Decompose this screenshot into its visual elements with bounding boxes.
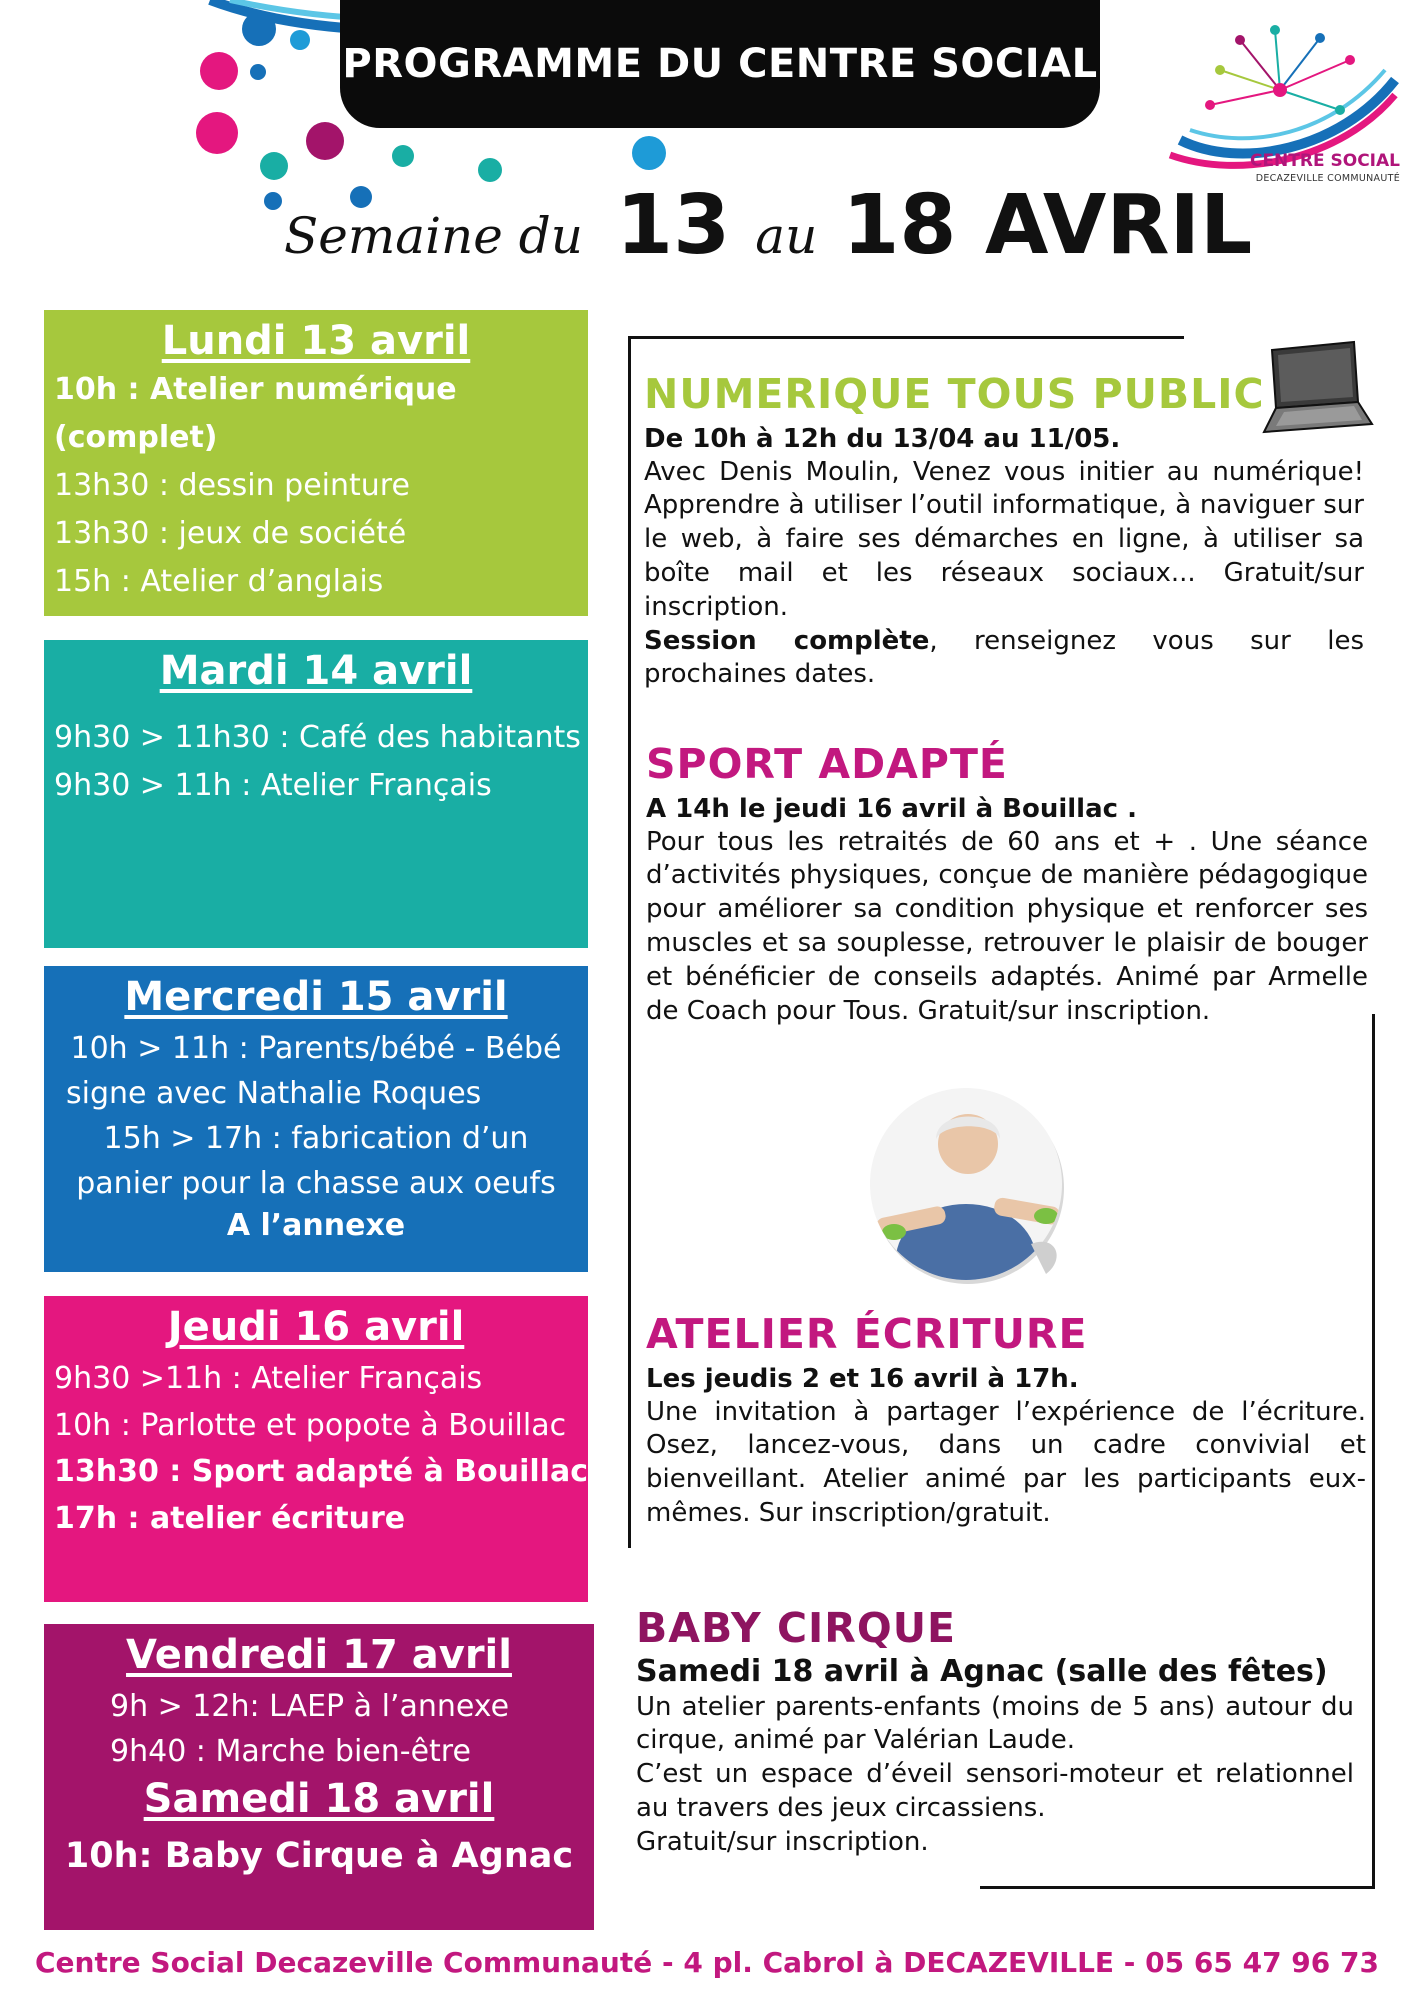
senior-exercising-photo (866, 1084, 1076, 1284)
section-title: SPORT ADAPTÉ (646, 740, 1008, 788)
day-line: 10h : Parlotte et popote à Bouillac (54, 1407, 567, 1443)
section-subtitle: Les jeudis 2 et 16 avril à 17h. (646, 1364, 1079, 1395)
page-title: PROGRAMME DU CENTRE SOCIAL (342, 41, 1098, 87)
section-title: NUMERIQUE TOUS PUBLIC (644, 370, 1265, 418)
week-heading (284, 178, 1284, 288)
day-line: panier pour la chasse aux oeufs (76, 1166, 556, 1201)
day-box-lundi (44, 310, 588, 616)
decorative-dot (242, 12, 276, 46)
section-body: Une invitation à partager l’expérience de l’écriture. Osez, lancez-vous, dans un cadre convivial et bienveillant. Atelier animé par les participants eux-mêmes. Sur inscription/gratuit. (646, 1396, 1366, 1528)
decorative-dot (200, 52, 238, 90)
title-banner (340, 0, 1100, 128)
day-line: (complet) (54, 420, 218, 455)
decorative-dot (392, 145, 414, 167)
day-line: 9h30 > 11h30 : Café des habitants (54, 720, 581, 755)
day-title: Jeudi 16 avril (167, 1304, 465, 1350)
frame-line (628, 336, 631, 1548)
day-line: 13h30 : dessin peinture (54, 468, 410, 503)
note-rest: , renseignez vous sur les prochaines dates. (644, 625, 1365, 690)
logo-name: CENTRE SOCIAL (1249, 151, 1400, 171)
day-line: 15h > 17h : fabrication d’un (103, 1121, 529, 1156)
section-title: ATELIER ÉCRITURE (646, 1310, 1088, 1358)
decorative-dot (250, 64, 266, 80)
frame-line (628, 336, 1184, 339)
logo-subtitle: DECAZEVILLE COMMUNAUTÉ (1255, 173, 1400, 184)
day-line: 9h30 >11h : Atelier Français (54, 1361, 483, 1396)
section-subtitle: A 14h le jeudi 16 avril à Bouillac . (646, 794, 1137, 825)
day-line: 13h30 : jeux de société (54, 516, 407, 551)
week-end: 18 AVRIL (842, 178, 1253, 273)
day-line: 13h30 : Sport adapté à Bouillac (54, 1454, 588, 1489)
day-box-mardi (44, 640, 588, 948)
week-prefix: Semaine du (284, 207, 583, 265)
section-subtitle: De 10h à 12h du 13/04 au 11/05. (644, 424, 1121, 455)
section-body: Avec Denis Moulin, Venez vous initier au numérique! Apprendre à utiliser l’outil informatique, à naviguer sur le web, à faire ses démarches en ligne, à utiliser sa boîte mail et les réseaux sociaux... Gratuit/sur inscription. (644, 456, 1364, 622)
decorative-dot (306, 122, 344, 160)
day-line: A l’annexe (226, 1208, 406, 1243)
day-line: 9h > 12h: LAEP à l’annexe (110, 1689, 510, 1724)
day-line: 9h40 : Marche bien-être (110, 1734, 471, 1769)
day-line: 15h : Atelier d’anglais (54, 564, 384, 599)
day-box-mercredi (44, 966, 588, 1272)
day-title-samedi: Samedi 18 avril (143, 1776, 495, 1822)
decorative-dot (290, 30, 310, 50)
frame-line (980, 1886, 1375, 1889)
section-sport (646, 742, 1368, 1028)
day-line: 17h : atelier écriture (54, 1500, 406, 1536)
section-subtitle: Samedi 18 avril à Agnac (salle des fêtes) (636, 1654, 1328, 1690)
day-title: Mardi 14 avril (159, 648, 473, 694)
section-baby-cirque (636, 1606, 1354, 1860)
section-numerique (644, 372, 1364, 692)
decorative-dot (632, 136, 666, 170)
footer-contact: Centre Social Decazeville Communauté - 4 pl. Cabrol à DECAZEVILLE - 05 65 47 96 73 (35, 1946, 1379, 1979)
decorative-dot (264, 192, 282, 210)
section-body: Pour tous les retraités de 60 ans et + . Une séance d’activités physiques, conçue de manière pédagogique pour améliorer sa condition physique et renforcer ses muscles et sa souplesse, retrouver le plaisir de bouger et bénéficier de conseils adaptés. Animé par Armelle de Coach pour Tous. Gratuit/sur inscription. (646, 826, 1368, 1026)
section-body: C’est un espace d’éveil sensori-moteur et relationnel au travers des jeux circassiens. (636, 1759, 1354, 1823)
frame-line (1372, 1014, 1375, 1888)
week-start: 13 (616, 178, 731, 273)
day-box-jeudi (44, 1296, 588, 1602)
section-body: Gratuit/sur inscription. (636, 1826, 929, 1857)
day-box-vendredi (44, 1624, 594, 1930)
day-line: 9h30 > 11h : Atelier Français (54, 768, 492, 803)
note-bold: Session complète (644, 625, 930, 656)
day-line: 10h > 11h : Parents/bébé - Bébé (70, 1031, 562, 1066)
section-body: Un atelier parents-enfants (moins de 5 ans) autour du cirque, animé par Valérian Laude. (636, 1691, 1354, 1756)
day-title: Mercredi 15 avril (124, 974, 508, 1020)
decorative-dot (196, 112, 238, 154)
section-note (644, 625, 1364, 693)
decorative-dot (260, 152, 288, 180)
section-ecriture (646, 1312, 1366, 1531)
day-line: 10h: Baby Cirque à Agnac (64, 1836, 574, 1876)
section-title: BABY CIRQUE (636, 1604, 957, 1652)
week-mid: au (755, 207, 818, 265)
day-title: Vendredi 17 avril (126, 1632, 512, 1678)
day-line: signe avec Nathalie Roques (66, 1076, 482, 1111)
day-title: Lundi 13 avril (161, 318, 471, 364)
day-line: 10h : Atelier numérique (54, 372, 457, 407)
